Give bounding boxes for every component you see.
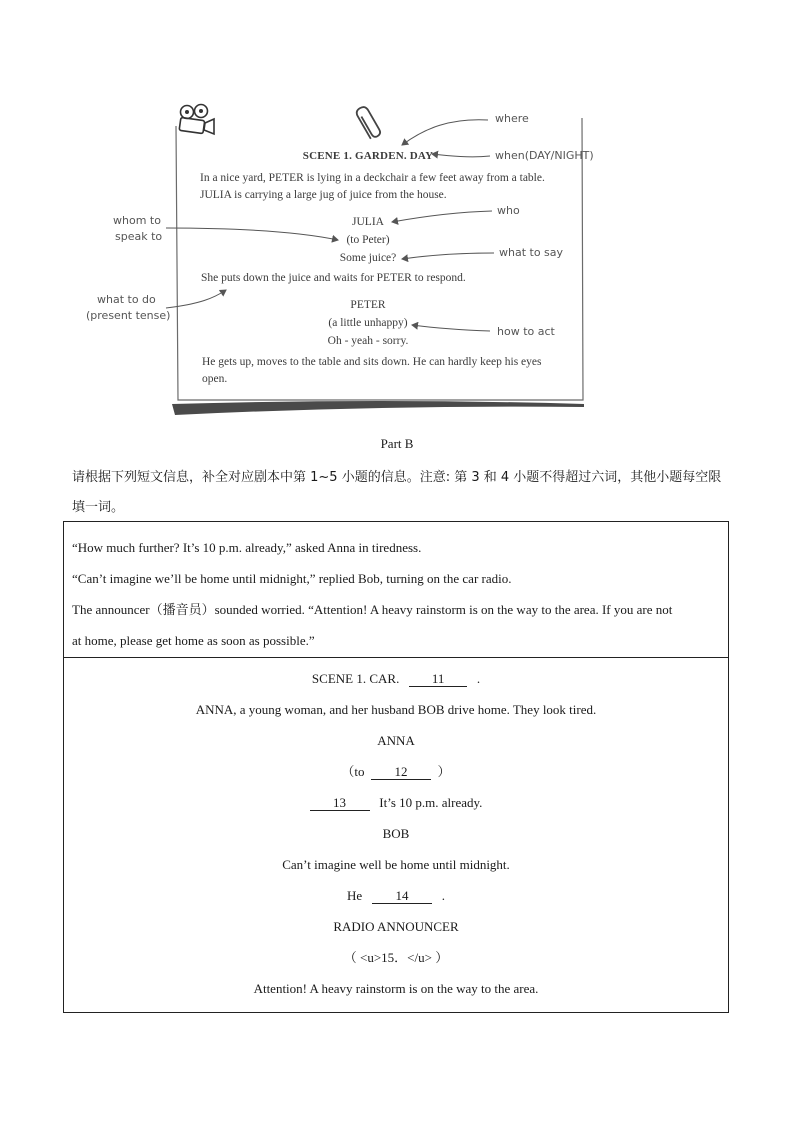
arrow-whom-to xyxy=(166,228,338,240)
anna-line-text: It’s 10 p.m. already. xyxy=(379,795,483,810)
scene-description-line: In a nice yard, PETER is lying in a deckchair a few feet away from a table. xyxy=(200,172,545,184)
parenthetical-peter: (a little unhappy) xyxy=(328,317,408,329)
passage-cell xyxy=(64,522,728,658)
character-julia: JULIA xyxy=(352,216,384,228)
dialogue-announcer: Attention! A heavy rainstorm is on the way to the area. xyxy=(253,981,539,996)
action-he: He xyxy=(347,888,363,903)
annotation-present-tense: (present tense) xyxy=(86,309,171,322)
action-bob xyxy=(64,887,728,918)
action-line: He gets up, moves to the table and sits down. He can hardly keep his eyes xyxy=(202,356,542,368)
annotation-whom-to: whom to xyxy=(113,214,161,227)
part-label: Part B xyxy=(380,436,414,451)
parenthetical-julia: (to Peter) xyxy=(346,234,390,246)
arrow-where xyxy=(402,120,488,145)
character-anna: ANNA xyxy=(377,733,415,748)
paren-close: ） xyxy=(437,764,451,779)
blank-13[interactable]: 13 xyxy=(310,796,370,811)
dialogue-anna xyxy=(64,794,728,825)
action-period: . xyxy=(441,888,445,903)
character-peter: PETER xyxy=(350,299,386,311)
dialogue-julia: Some juice? xyxy=(339,252,397,264)
camera-icon xyxy=(179,105,214,135)
character-radio-announcer: RADIO ANNOUNCER xyxy=(333,919,459,934)
exercise-table xyxy=(63,521,729,1013)
annotation-where: where xyxy=(495,112,529,125)
annotation-how-to-act: how to act xyxy=(497,325,555,338)
arrow-what-to-do xyxy=(166,290,226,308)
script-scene-heading xyxy=(64,670,728,701)
annotation-who: who xyxy=(497,204,520,217)
arrow-what-to-say xyxy=(402,253,494,259)
script-cell xyxy=(64,658,728,1012)
dialogue-peter: Oh - yeah - sorry. xyxy=(327,335,409,347)
arrow-when xyxy=(432,154,490,157)
action-line: She puts down the juice and waits for PETER to respond. xyxy=(201,272,466,284)
arrow-who xyxy=(392,211,492,222)
action-line: open. xyxy=(202,373,228,385)
arrow-how-to-act xyxy=(412,325,490,331)
annotation-what-to-do: what to do xyxy=(97,293,156,306)
passage-line: The announcer（播音员）sounded worried. “Attention! A heavy rainstorm is on the way to the area. If you are not xyxy=(72,602,673,617)
annotation-when: when(DAY/NIGHT) xyxy=(495,149,594,162)
question-15[interactable]: （ <u>15．</u> ） xyxy=(343,950,449,965)
passage-line: “How much further? It’s 10 p.m. already,” asked Anna in tiredness. xyxy=(72,540,422,555)
scene-description-line: JULIA is carrying a large jug of juice from the house. xyxy=(200,189,447,201)
blank-14[interactable]: 14 xyxy=(372,889,432,904)
paperclip-icon xyxy=(355,105,382,140)
scene-heading: SCENE 1. GARDEN. DAY xyxy=(302,150,434,162)
passage-line: “Can’t imagine we’ll be home until midnight,” replied Bob, turning on the car radio. xyxy=(72,571,512,586)
character-bob: BOB xyxy=(382,826,410,841)
passage-line: at home, please get home as soon as possible.” xyxy=(72,633,315,648)
dialogue-bob: Can’t imagine well be home until midnight. xyxy=(282,857,510,872)
paren-open: （to xyxy=(341,764,365,779)
instruction-text: 请根据下列短文信息，补全对应剧本中第 1~5 小题的信息。注意: 第 3 和 4 小题不得超过六词，其他小题每空限填一词。 xyxy=(72,470,722,515)
script-description: ANNA, a young woman, and her husband BOB drive home. They look tired. xyxy=(195,702,597,717)
screenplay-figure xyxy=(0,0,794,425)
blank-11[interactable]: 11 xyxy=(409,672,467,687)
blank-12[interactable]: 12 xyxy=(371,765,431,780)
annotation-speak-to: speak to xyxy=(115,230,163,243)
annotation-what-to-say: what to say xyxy=(499,246,564,259)
scene-heading-period: . xyxy=(476,671,481,686)
scene-heading-text: SCENE 1. CAR. xyxy=(311,671,400,686)
parenthetical-anna xyxy=(64,763,728,794)
page-stack-edge xyxy=(172,401,584,415)
